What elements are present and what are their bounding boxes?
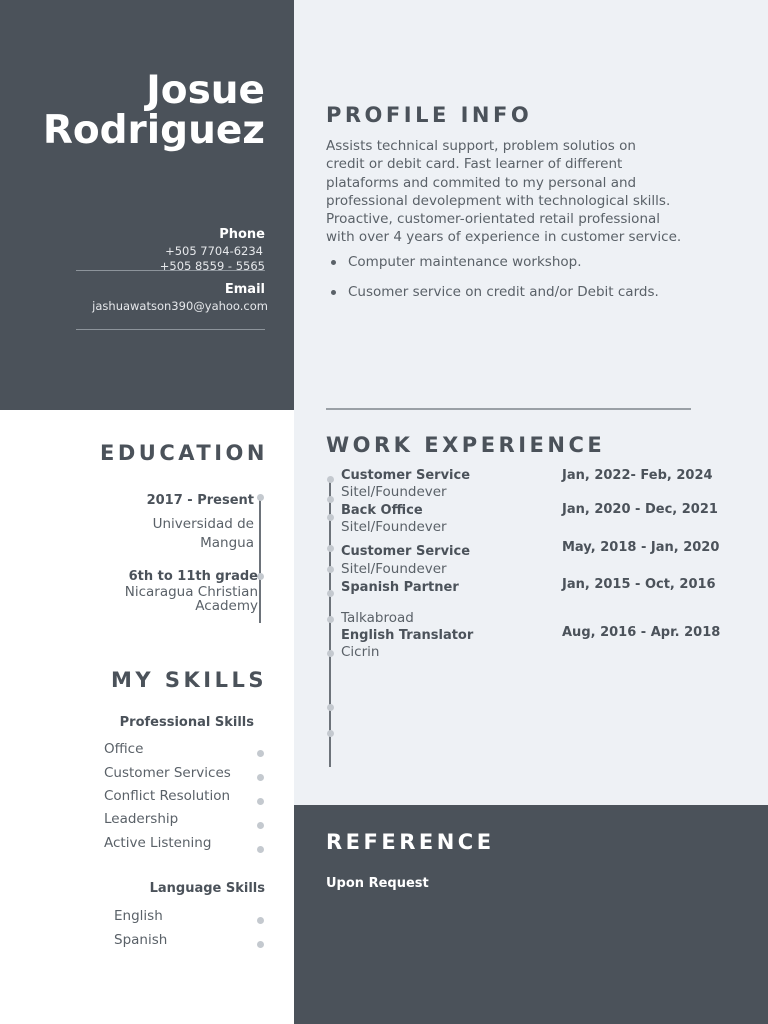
job-title: Customer Service	[341, 544, 471, 559]
profile-bullet-dot	[331, 290, 336, 295]
job-title: Customer Service	[341, 468, 471, 483]
skill-item: Active Listening	[104, 835, 212, 851]
job-dates: Jan, 2015 - Oct, 2016	[562, 577, 716, 592]
education-school: Academy	[195, 598, 258, 614]
job-company: Sitel/Foundever	[341, 484, 447, 500]
profile-bullet: Computer maintenance workshop.	[348, 254, 582, 270]
timeline-dot	[257, 573, 264, 580]
work-section-title: WORK EXPERIENCE	[326, 433, 606, 457]
skill-item: Customer Services	[104, 765, 231, 781]
language-dot	[257, 941, 264, 948]
timeline-dot	[257, 494, 264, 501]
profile-bullet: Cusomer service on credit and/or Debit cards.	[348, 284, 659, 300]
job-company: Sitel/Foundever	[341, 561, 447, 577]
education-period: 6th to 11th grade	[128, 569, 258, 584]
education-timeline	[259, 497, 261, 623]
professional-skills-label: Professional Skills	[119, 715, 254, 730]
timeline-dot	[327, 616, 334, 623]
timeline-dot	[327, 545, 334, 552]
reference-text: Upon Request	[326, 876, 429, 891]
skill-dot	[257, 846, 264, 853]
skills-section-title: MY SKILLS	[110, 668, 267, 692]
job-dates: May, 2018 - Jan, 2020	[562, 540, 720, 555]
language-item: English	[114, 908, 163, 924]
profile-line: professional devolepment with technological skills.	[326, 192, 671, 209]
job-dates: Aug, 2016 - Apr. 2018	[562, 625, 721, 640]
timeline-dot	[327, 496, 334, 503]
education-school: Nicaragua Christian	[124, 584, 258, 600]
job-title: Back Office	[341, 503, 423, 518]
skill-dot	[257, 750, 264, 757]
profile-line: credit or debit card. Fast learner of different	[326, 156, 623, 173]
skill-item: Office	[104, 741, 144, 757]
profile-bullet-dot	[331, 260, 336, 265]
skill-item: Leadership	[104, 811, 179, 827]
education-school: Universidad de	[152, 516, 254, 532]
timeline-dot	[327, 730, 334, 737]
job-dates: Jan, 2022- Feb, 2024	[562, 468, 713, 483]
job-company: Cicrin	[341, 644, 380, 660]
profile-summary	[326, 137, 726, 247]
skill-dot	[257, 774, 264, 781]
skill-dot	[257, 798, 264, 805]
skill-dot	[257, 822, 264, 829]
profile-line: Assists technical support, problem solutios on	[326, 138, 636, 154]
phone-label: Phone	[219, 227, 265, 242]
timeline-dot	[327, 590, 334, 597]
job-company: Sitel/Foundever	[341, 519, 447, 535]
job-company: Talkabroad	[341, 610, 414, 626]
education-school: Mangua	[200, 535, 254, 551]
email-address[interactable]: jashuawatson390@yahoo.com	[92, 299, 268, 313]
education-section-title: EDUCATION	[100, 441, 268, 465]
job-title: English Translator	[341, 628, 474, 643]
candidate-last-name: Rodriguez	[42, 108, 265, 153]
phone-number-2: +505 8559 - 5565	[159, 259, 265, 273]
email-label: Email	[224, 282, 265, 297]
header-left-panel	[0, 0, 294, 410]
reference-section-title: REFERENCE	[326, 830, 495, 854]
language-skills-label: Language Skills	[149, 881, 265, 896]
language-dot	[257, 917, 264, 924]
job-title: Spanish Partner	[341, 580, 459, 595]
profile-divider	[326, 408, 691, 410]
profile-line: plataforms and commited to my personal and	[326, 174, 637, 191]
profile-line: with over 4 years of experience in customer service.	[326, 229, 682, 246]
email-divider	[76, 329, 265, 330]
timeline-dot	[327, 514, 334, 521]
timeline-dot	[327, 566, 334, 573]
candidate-first-name: Josue	[146, 68, 265, 113]
timeline-dot	[327, 476, 334, 483]
language-item: Spanish	[114, 932, 168, 948]
timeline-dot	[327, 704, 334, 711]
timeline-dot	[327, 650, 334, 657]
job-dates: Jan, 2020 - Dec, 2021	[562, 502, 718, 517]
profile-line: Proactive, customer-orientated retail professional	[326, 211, 661, 228]
skill-item: Conflict Resolution	[104, 788, 231, 804]
education-period: 2017 - Present	[146, 493, 254, 508]
phone-number-1: +505 7704-6234	[165, 244, 263, 258]
profile-section-title: PROFILE INFO	[326, 103, 533, 127]
